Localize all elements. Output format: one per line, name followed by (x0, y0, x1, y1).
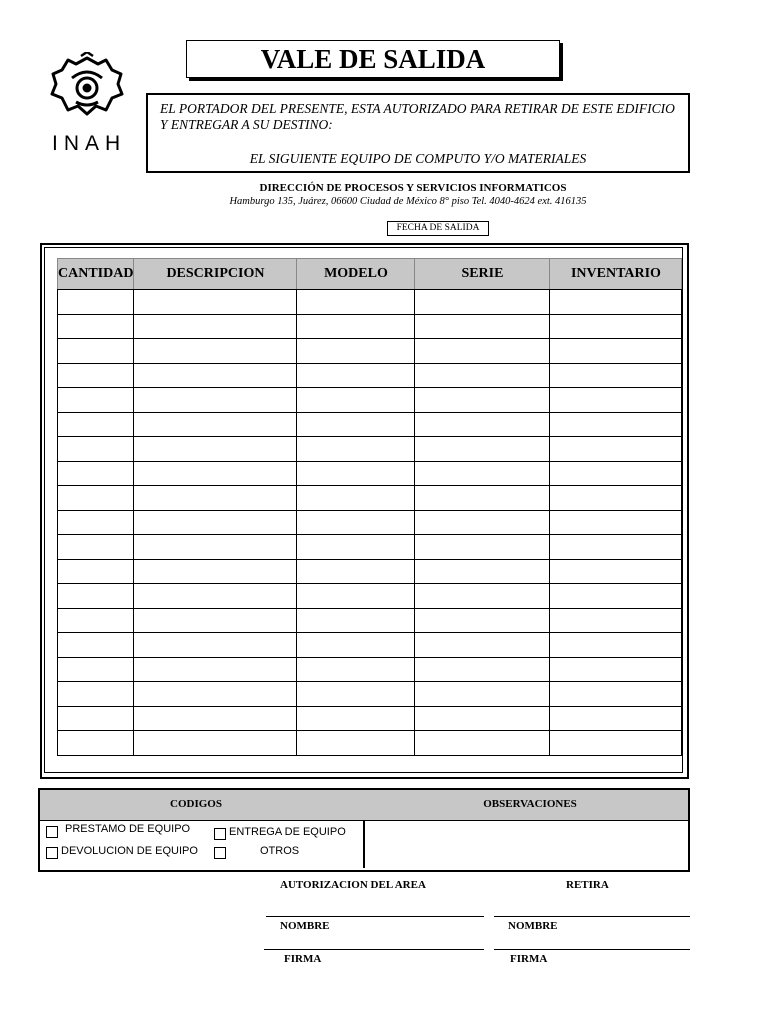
cell-modelo[interactable] (297, 461, 415, 486)
cell-inventario[interactable] (550, 314, 682, 339)
cell-inventario[interactable] (550, 510, 682, 535)
cell-modelo[interactable] (297, 412, 415, 437)
cell-serie[interactable] (415, 584, 550, 609)
retira-signature-label: FIRMA (510, 953, 548, 965)
auth-signature-line[interactable] (264, 949, 484, 950)
cell-serie[interactable] (415, 388, 550, 413)
cell-inventario[interactable] (550, 559, 682, 584)
table-row (58, 290, 682, 315)
cell-cantidad[interactable] (58, 412, 134, 437)
cell-modelo[interactable] (297, 510, 415, 535)
cell-serie[interactable] (415, 731, 550, 756)
cell-modelo[interactable] (297, 388, 415, 413)
cell-inventario[interactable] (550, 339, 682, 364)
cell-descripcion[interactable] (134, 608, 297, 633)
cell-descripcion[interactable] (134, 388, 297, 413)
cell-cantidad[interactable] (58, 314, 134, 339)
cell-cantidad[interactable] (58, 657, 134, 682)
cell-modelo[interactable] (297, 682, 415, 707)
form-title: VALE DE SALIDA (186, 40, 560, 78)
cell-inventario[interactable] (550, 633, 682, 658)
cell-inventario[interactable] (550, 461, 682, 486)
cell-inventario[interactable] (550, 731, 682, 756)
cell-modelo[interactable] (297, 535, 415, 560)
cell-descripcion[interactable] (134, 437, 297, 462)
cell-modelo[interactable] (297, 290, 415, 315)
devolucion-label: DEVOLUCION DE EQUIPO (61, 845, 198, 857)
cell-descripcion[interactable] (134, 682, 297, 707)
cell-serie[interactable] (415, 608, 550, 633)
cell-descripcion[interactable] (134, 486, 297, 511)
cell-serie[interactable] (415, 657, 550, 682)
cell-serie[interactable] (415, 486, 550, 511)
codes-header: CODIGOS (170, 798, 222, 810)
table-row (58, 657, 682, 682)
retira-name-line[interactable] (494, 916, 690, 917)
cell-inventario[interactable] (550, 486, 682, 511)
cell-descripcion[interactable] (134, 657, 297, 682)
cell-cantidad[interactable] (58, 535, 134, 560)
cell-inventario[interactable] (550, 290, 682, 315)
cell-descripcion[interactable] (134, 510, 297, 535)
cell-inventario[interactable] (550, 535, 682, 560)
cell-serie[interactable] (415, 437, 550, 462)
authorization-statement: EL PORTADOR DEL PRESENTE, ESTA AUTORIZADO PARA RETIRAR DE ESTE EDIFICIO Y ENTREGAR A SU DESTINO: (160, 101, 675, 132)
cell-cantidad[interactable] (58, 608, 134, 633)
cell-modelo[interactable] (297, 584, 415, 609)
cell-descripcion[interactable] (134, 461, 297, 486)
cell-serie[interactable] (415, 290, 550, 315)
cell-descripcion[interactable] (134, 290, 297, 315)
cell-cantidad[interactable] (58, 682, 134, 707)
column-header-cantidad: CANTIDAD (58, 259, 134, 290)
cell-modelo[interactable] (297, 731, 415, 756)
date-field-label[interactable]: FECHA DE SALIDA (387, 221, 489, 236)
cell-serie[interactable] (415, 412, 550, 437)
table-row (58, 535, 682, 560)
cell-modelo[interactable] (297, 437, 415, 462)
authorization-box (146, 93, 690, 173)
observations-field[interactable] (365, 821, 685, 867)
cell-descripcion[interactable] (134, 412, 297, 437)
cell-modelo[interactable] (297, 706, 415, 731)
retira-header: RETIRA (566, 879, 609, 891)
prestamo-checkbox[interactable] (46, 826, 58, 838)
cell-cantidad[interactable] (58, 388, 134, 413)
table-row (58, 608, 682, 633)
table-row (58, 706, 682, 731)
cell-inventario[interactable] (550, 363, 682, 388)
cell-descripcion[interactable] (134, 731, 297, 756)
table-row (58, 682, 682, 707)
cell-serie[interactable] (415, 314, 550, 339)
prestamo-label: PRESTAMO DE EQUIPO (65, 823, 191, 835)
cell-cantidad[interactable] (58, 559, 134, 584)
cell-inventario[interactable] (550, 437, 682, 462)
table-row (58, 437, 682, 462)
cell-inventario[interactable] (550, 706, 682, 731)
cell-cantidad[interactable] (58, 486, 134, 511)
table-row (58, 363, 682, 388)
cell-modelo[interactable] (297, 559, 415, 584)
auth-name-label: NOMBRE (280, 920, 330, 932)
cell-inventario[interactable] (550, 584, 682, 609)
cell-modelo[interactable] (297, 314, 415, 339)
column-header-modelo: MODELO (297, 259, 415, 290)
cell-descripcion[interactable] (134, 363, 297, 388)
cell-serie[interactable] (415, 706, 550, 731)
entrega-label: ENTREGA DE EQUIPO (229, 826, 346, 838)
table-row (58, 412, 682, 437)
column-header-serie: SERIE (415, 259, 550, 290)
column-header-descripcion: DESCRIPCION (134, 259, 297, 290)
cell-descripcion[interactable] (134, 314, 297, 339)
cell-descripcion[interactable] (134, 559, 297, 584)
otros-label: OTROS (260, 845, 300, 857)
table-row (58, 388, 682, 413)
cell-serie[interactable] (415, 339, 550, 364)
cell-cantidad[interactable] (58, 510, 134, 535)
cell-serie[interactable] (415, 559, 550, 584)
otros-checkbox[interactable] (214, 847, 226, 859)
column-header-inventario: INVENTARIO (550, 259, 682, 290)
table-row (58, 486, 682, 511)
cell-cantidad[interactable] (58, 633, 134, 658)
cell-cantidad[interactable] (58, 290, 134, 315)
direction-address: Hamburgo 135, Juárez, 06600 Ciudad de México 8° piso Tel. 4040-4624 ext. 416135 (229, 196, 587, 207)
auth-name-line[interactable] (266, 916, 484, 917)
cell-inventario[interactable] (550, 388, 682, 413)
table-row (58, 339, 682, 364)
logo-text: INAH (52, 132, 127, 155)
table-row (58, 461, 682, 486)
cell-serie[interactable] (415, 535, 550, 560)
cell-modelo[interactable] (297, 486, 415, 511)
authorization-area-header: AUTORIZACION DEL AREA (280, 879, 426, 891)
cell-descripcion[interactable] (134, 584, 297, 609)
cell-cantidad[interactable] (58, 731, 134, 756)
table-row (58, 731, 682, 756)
cell-modelo[interactable] (297, 363, 415, 388)
auth-signature-label: FIRMA (284, 953, 322, 965)
cell-serie[interactable] (415, 510, 550, 535)
cell-serie[interactable] (415, 461, 550, 486)
cell-serie[interactable] (415, 682, 550, 707)
retira-name-label: NOMBRE (508, 920, 558, 932)
cell-inventario[interactable] (550, 412, 682, 437)
cell-cantidad[interactable] (58, 363, 134, 388)
cell-cantidad[interactable] (58, 461, 134, 486)
items-table (57, 258, 682, 756)
table-row (58, 314, 682, 339)
items-body (58, 290, 682, 756)
cell-modelo[interactable] (297, 339, 415, 364)
cell-cantidad[interactable] (58, 706, 134, 731)
cell-serie[interactable] (415, 363, 550, 388)
inah-emblem-icon (48, 52, 126, 122)
cell-cantidad[interactable] (58, 437, 134, 462)
cell-descripcion[interactable] (134, 633, 297, 658)
direction-name: DIRECCIÓN DE PROCESOS Y SERVICIOS INFORMATICOS (259, 182, 567, 194)
cell-cantidad[interactable] (58, 584, 134, 609)
cell-descripcion[interactable] (134, 535, 297, 560)
devolucion-checkbox[interactable] (46, 847, 58, 859)
cell-descripcion[interactable] (134, 339, 297, 364)
cell-cantidad[interactable] (58, 339, 134, 364)
cell-modelo[interactable] (297, 657, 415, 682)
authorization-equipment-line: EL SIGUIENTE EQUIPO DE COMPUTO Y/O MATERIALES (249, 151, 587, 166)
cell-inventario[interactable] (550, 682, 682, 707)
cell-modelo[interactable] (297, 633, 415, 658)
table-row (58, 633, 682, 658)
entrega-checkbox[interactable] (214, 828, 226, 840)
cell-serie[interactable] (415, 633, 550, 658)
cell-inventario[interactable] (550, 608, 682, 633)
table-row (58, 559, 682, 584)
cell-inventario[interactable] (550, 657, 682, 682)
table-row (58, 510, 682, 535)
cell-modelo[interactable] (297, 608, 415, 633)
observations-header: OBSERVACIONES (483, 798, 577, 810)
cell-descripcion[interactable] (134, 706, 297, 731)
retira-signature-line[interactable] (494, 949, 690, 950)
table-row (58, 584, 682, 609)
